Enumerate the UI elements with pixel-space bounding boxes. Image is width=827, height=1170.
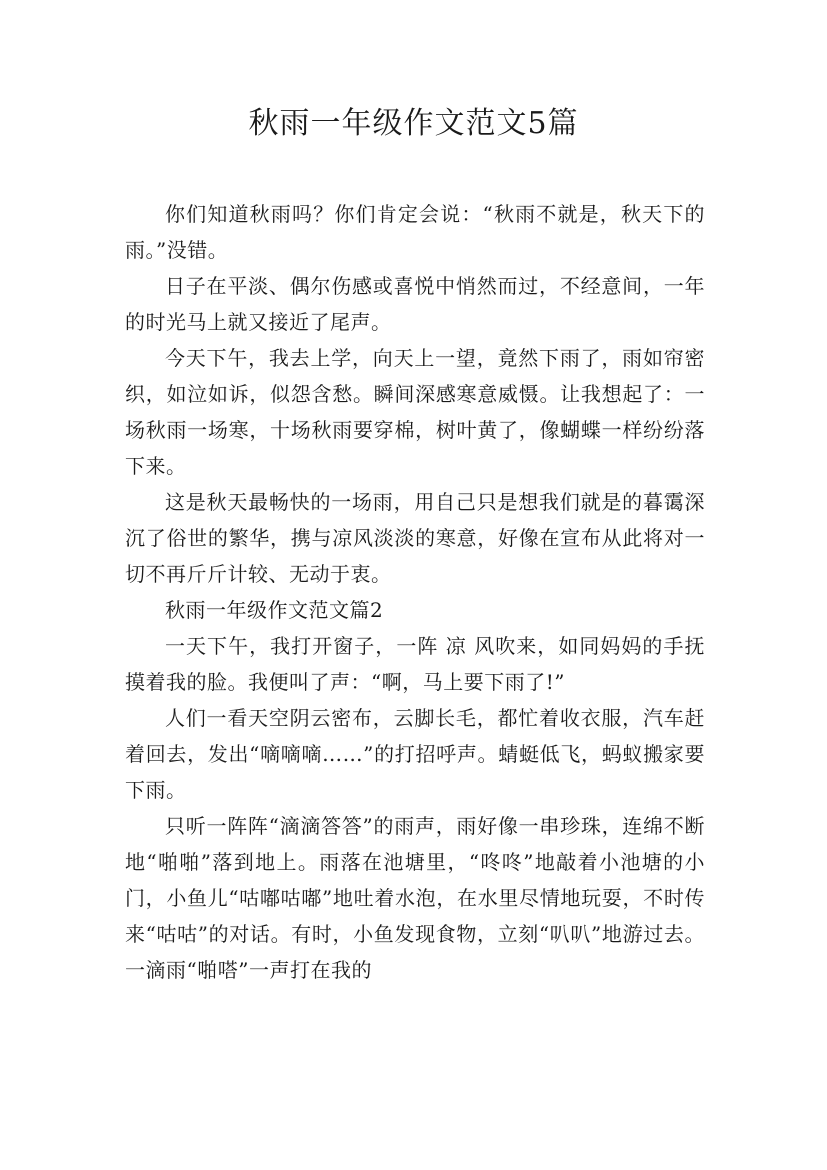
- paragraph: 这是秋天最畅快的一场雨，用自己只是想我们就是的暮霭深沉了俗世的繁华，携与凉风淡淡的寒意，好像在宣布从此将对一切不再斤斤计较、无动于衷。: [125, 490, 705, 586]
- paragraph: 你们知道秋雨吗？你们肯定会说：“秋雨不就是，秋天下的雨。”没错。: [125, 202, 705, 262]
- paragraph: 今天下午，我去上学，向天上一望，竟然下雨了，雨如帘密织，如泣如诉，似怨含愁。瞬间深感寒意威慑。让我想起了：一场秋雨一场寒，十场秋雨要穿棉，树叶黄了，像蝴蝶一样纷纷落下来。: [125, 346, 705, 478]
- document-title: 秋雨一年级作文范文5篇: [248, 106, 579, 141]
- paragraph: 只听一阵阵“滴滴答答”的雨声，雨好像一串珍珠，连绵不断地“啪啪”落到地上。雨落在池塘里，“咚咚”地敲着小池塘的小门，小鱼儿“咕嘟咕嘟”地吐着水泡，在水里尽情地玩耍，不时传来“咕咕”的对话。有时，小鱼发现食物，立刻“叭叭”地游过去。一滴雨“啪嗒”一声打在我的: [125, 814, 705, 982]
- paragraph: 日子在平淡、偶尔伤感或喜悦中悄然而过，不经意间，一年的时光马上就又接近了尾声。: [125, 274, 705, 334]
- paragraph: 一天下午，我打开窗子，一阵 凉 风吹来，如同妈妈的手抚摸着我的脸。我便叫了声：“啊，马上要下雨了!”: [125, 634, 705, 694]
- section-heading: 秋雨一年级作文范文篇2: [165, 598, 384, 622]
- paragraph: 人们一看天空阴云密布，云脚长毛，都忙着收衣服，汽车赶着回去，发出“嘀嘀嘀……”的打招呼声。蜻蜓低飞，蚂蚁搬家要下雨。: [125, 706, 705, 802]
- document-body: [125, 196, 705, 988]
